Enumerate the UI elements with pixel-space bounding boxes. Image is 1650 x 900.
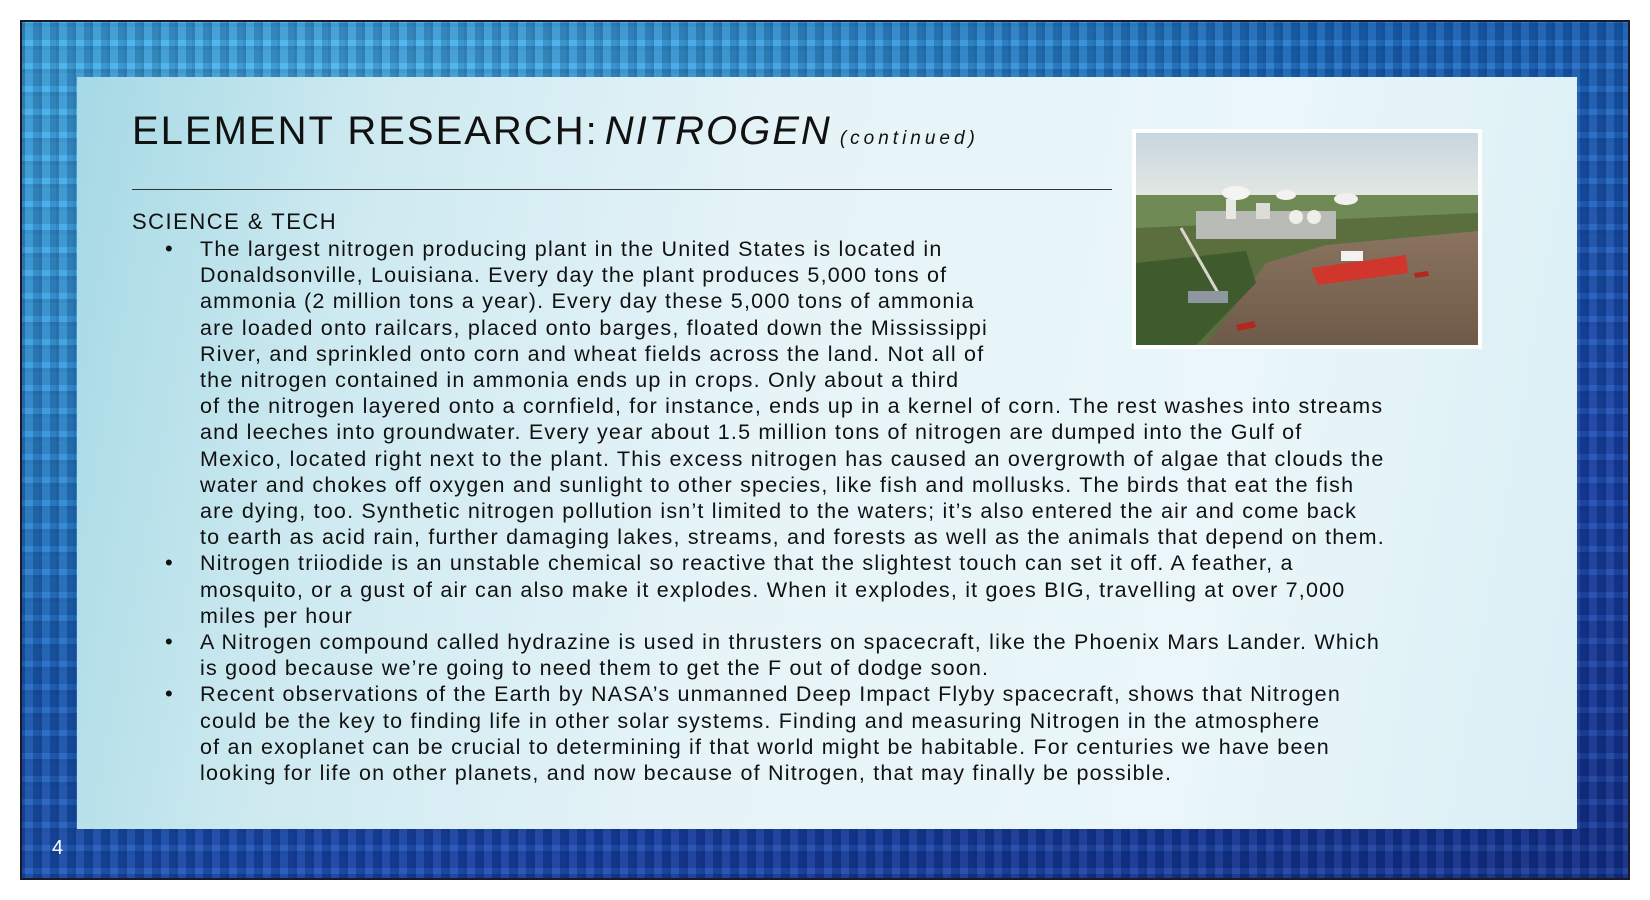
bullet-line: ammonia (2 million tons a year). Every day these 5,000 tons of ammonia xyxy=(200,289,975,314)
bullet-line: • Recent observations of the Earth by NASA’s unmanned Deep Impact Flyby spacecraft, shows that Nitrogen xyxy=(200,682,1341,707)
bullet-line: is good because we’re going to need them to get the F out of dodge soon. xyxy=(200,656,990,681)
bullet-item xyxy=(165,236,1565,550)
bullet-line: and leeches into groundwater. Every year about 1.5 million tons of nitrogen are dumped into the Gulf of xyxy=(200,420,1303,445)
bullet-line: could be the key to finding life in other solar systems. Finding and measuring Nitrogen in the atmosphere xyxy=(200,708,1321,733)
bullet-line: mosquito, or a gust of air can also make it explodes. When it explodes, it goes BIG, travelling at over 7,000 xyxy=(200,577,1346,602)
bullet-line: • The largest nitrogen producing plant in the United States is located in xyxy=(200,237,943,261)
bullet-list xyxy=(165,236,1565,786)
bullet-line: Donaldsonville, Louisiana. Every day the plant produces 5,000 tons of xyxy=(200,263,948,288)
bullet-wrapped-lines xyxy=(200,236,1565,393)
bullet-line: miles per hour xyxy=(200,603,354,628)
bullet-line: of an exoplanet can be crucial to determining if that world might be habitable. For centuries we have been xyxy=(200,734,1330,759)
bullet-line: to earth as acid rain, further damaging lakes, streams, and forests as well as the animals that depend on them. xyxy=(200,525,1385,550)
title-divider xyxy=(132,189,1112,190)
bullet-line: • Nitrogen triiodide is an unstable chemical so reactive that the slightest touch can set it off. A feather, a xyxy=(200,551,1294,576)
title-main: ELEMENT RESEARCH: xyxy=(132,109,599,153)
page-number: 4 xyxy=(52,837,64,859)
bullet-line: are loaded onto railcars, placed onto barges, floated down the Mississippi xyxy=(200,315,988,340)
content-panel xyxy=(77,77,1577,829)
bullet-line: looking for life on other planets, and now because of Nitrogen, that may finally be possible. xyxy=(200,761,1173,786)
bullet-line: Mexico, located right next to the plant. This excess nitrogen has caused an overgrowth of algae that clouds the xyxy=(200,446,1385,471)
section-heading: SCIENCE & TECH xyxy=(132,209,338,234)
bullet-line: water and chokes off oxygen and sunlight to other species, like fish and mollusks. The birds that eat the fish xyxy=(200,472,1355,497)
title-element-name: NITROGEN xyxy=(604,109,832,153)
bullet-line: of the nitrogen layered onto a cornfield, for instance, ends up in a kernel of corn. The rest washes into streams xyxy=(200,394,1384,419)
bullet-line: • A Nitrogen compound called hydrazine is used in thrusters on spacecraft, like the Phoenix Mars Lander. Which xyxy=(200,630,1381,655)
page-title xyxy=(132,109,1132,154)
bullet-item xyxy=(165,681,1565,786)
bullet-line: River, and sprinkled onto corn and wheat fields across the land. Not all of xyxy=(200,341,985,366)
title-continued: (continued) xyxy=(839,128,979,149)
bullet-item xyxy=(165,629,1565,681)
bullet-line: the nitrogen contained in ammonia ends up in crops. Only about a third xyxy=(200,368,960,393)
bullet-item xyxy=(165,550,1565,629)
slide-frame xyxy=(20,20,1630,880)
bullet-line: are dying, too. Synthetic nitrogen pollution isn’t limited to the waters; it’s also entered the air and come back xyxy=(200,499,1358,524)
